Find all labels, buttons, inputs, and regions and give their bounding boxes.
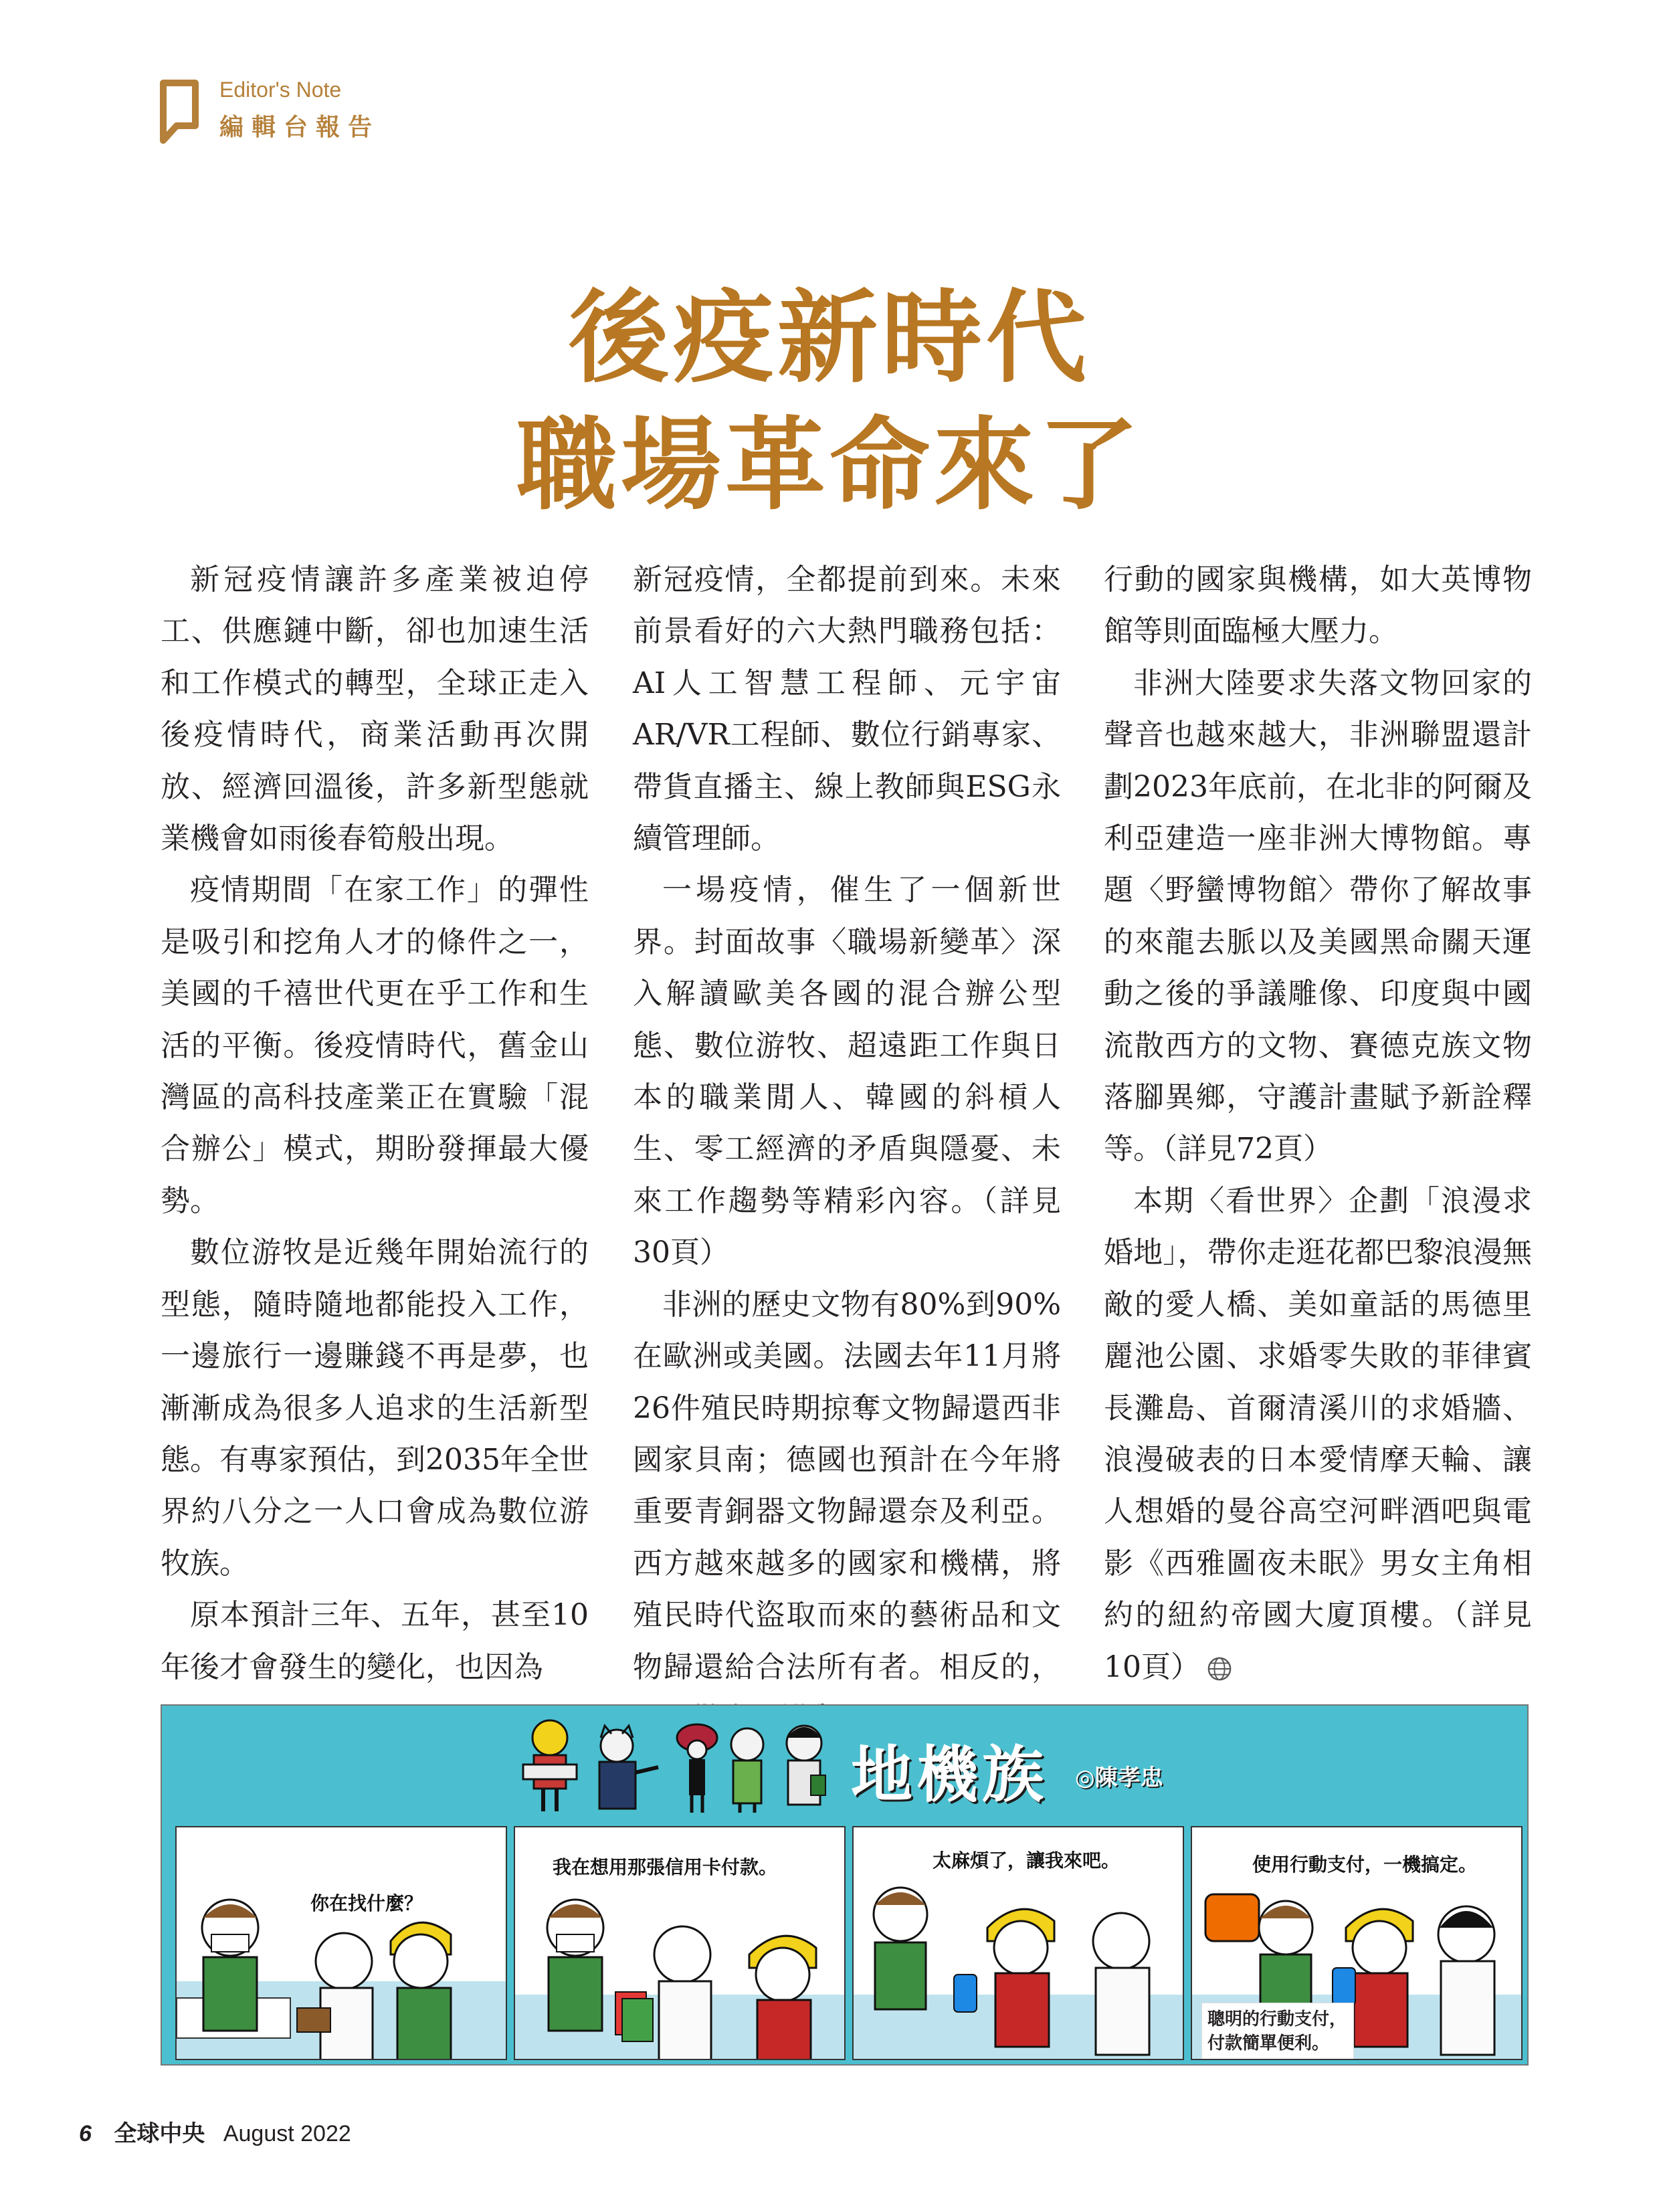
paragraph: 非洲大陸要求失落文物回家的聲音也越來越大，非洲聯盟還計劃2023年底前，在北非的阿爾及利亞建造一座非洲大博物館。專題〈野蠻博物館〉帶你了解故事的來龍去脈以及美國黑命關天運動之後的爭議雕像、印度與中國流散西方的文物、賽德克族文物落腳異鄉，守護計畫賦予新詮釋等。（詳見72頁） [1104,666,1532,1167]
paragraph: 數位游牧是近幾年開始流行的型態，隨時隨地都能投入工作，一邊旅行一邊賺錢不再是夢，也漸漸成為很多人追求的生活新型態。有專家預估，到2035年全世界約八分之一人口會成為數位游牧族。 [161,1235,589,1581]
paragraph [1104,1175,1532,1693]
comic-cast-illustration [516,1711,851,1818]
comic-panel-4 [1191,1826,1523,2060]
paragraph: 非洲的歷史文物有80%到90%在歐洲或美國。法國去年11月將26件殖民時期掠奪文物歸還西非國家貝南；德國也預計在今年將重要青銅器文物歸還奈及利亞。西方越來越多的國家和機構，將殖民時代盜取而來的藝術品和文物歸還給合法所有者。相反的， [633,1287,1061,1684]
paragraph: 一場疫情，催生了一個新世界。封面故事〈職場新變革〉深入解讀歐美各國的混合辦公型態、數位游牧、超遠距工作與日本的職業閒人、韓國的斜槓人生、零工經濟的矛盾與隱憂、未來工作趨勢等精彩內容。（詳見30頁） [633,873,1061,1270]
speech-bubble: 你在找什麼？ [310,1892,423,1914]
comic-panel-1 [175,1826,507,2060]
page-title-line2: 職場革命來了 [516,406,1143,524]
page-number: 6 [79,2121,92,2146]
page-title-line1: 後疫新時代 [568,279,1090,397]
paragraph: 新冠疫情讓許多產業被迫停工、供應鏈中斷，卻也加速生活和工作模式的轉型，全球正走入後疫情時代，商業活動再次開放、經濟回溫後，許多新型態就業機會如雨後春筍般出現。 [161,563,589,856]
comic-strip [161,1704,1529,2066]
article-column-2 [633,554,1061,1744]
paragraph: 新冠疫情，全都提前到來。未來前景看好的六大熱門職務包括：AI人工智慧工程師、元宇宙AR/VR工程師、數位行銷專家、帶貨直播主、線上教師與ESG永續管理師。 [633,563,1061,856]
header-label-en: Editor's Note [219,78,342,102]
paragraph: 疫情期間「在家工作」的彈性是吸引和挖角人才的條件之一，美國的千禧世代更在乎工作和生活的平衡。後疫情時代，舊金山灣區的高科技產業正在實驗「混合辦公」模式，期盼發揮最大優勢。 [161,873,589,1218]
article-column-1 [161,554,589,1693]
paragraph: 行動的國家與機構，如大英博物館等則面臨極大壓力。 [1104,563,1532,649]
magazine-name: 全球中央 [114,2120,205,2147]
comic-panel-3 [852,1826,1184,2060]
speech-bubble: 我在想用那張信用卡付款。 [553,1856,778,1878]
article-column-3 [1104,554,1532,1693]
globe-icon [1207,1656,1232,1682]
issue-date: August 2022 [223,2121,351,2146]
speech-bubble-icon [159,79,199,144]
comic-caption [1201,2003,1354,2060]
caption-line: 付款簡單便利。 [1207,2033,1330,2053]
comic-panel-2 [514,1826,846,2060]
caption-line: 聰明的行動支付， [1207,2009,1347,2029]
speech-bubble: 太麻煩了，讓我來吧。 [933,1849,1120,1872]
paragraph-text: 本期〈看世界〉企劃「浪漫求婚地」，帶你走逛花都巴黎浪漫無敵的愛人橋、美如童話的馬德里麗池公園、求婚零失敗的菲律賓長灘島、首爾清溪川的求婚牆、浪漫破表的日本愛情摩天輪、讓人想婚的曼谷高空河畔酒吧與電影《西雅圖夜未眠》男女主角相約的紐約帝國大廈頂樓。（詳見10頁） [1104,1183,1532,1684]
comic-author: ◎陳孝忠 [1075,1765,1163,1791]
speech-bubble: 使用行動支付，一機搞定。 [1252,1853,1478,1876]
comic-title: 地機族 [851,1739,1048,1811]
paragraph: 原本預計三年、五年，甚至10年後才會發生的變化，也因為 [161,1598,589,1684]
comic-panel-drawing [177,1827,507,2060]
header-label-zh: 編輯台報告 [219,114,381,141]
page-footer [79,2115,351,2148]
